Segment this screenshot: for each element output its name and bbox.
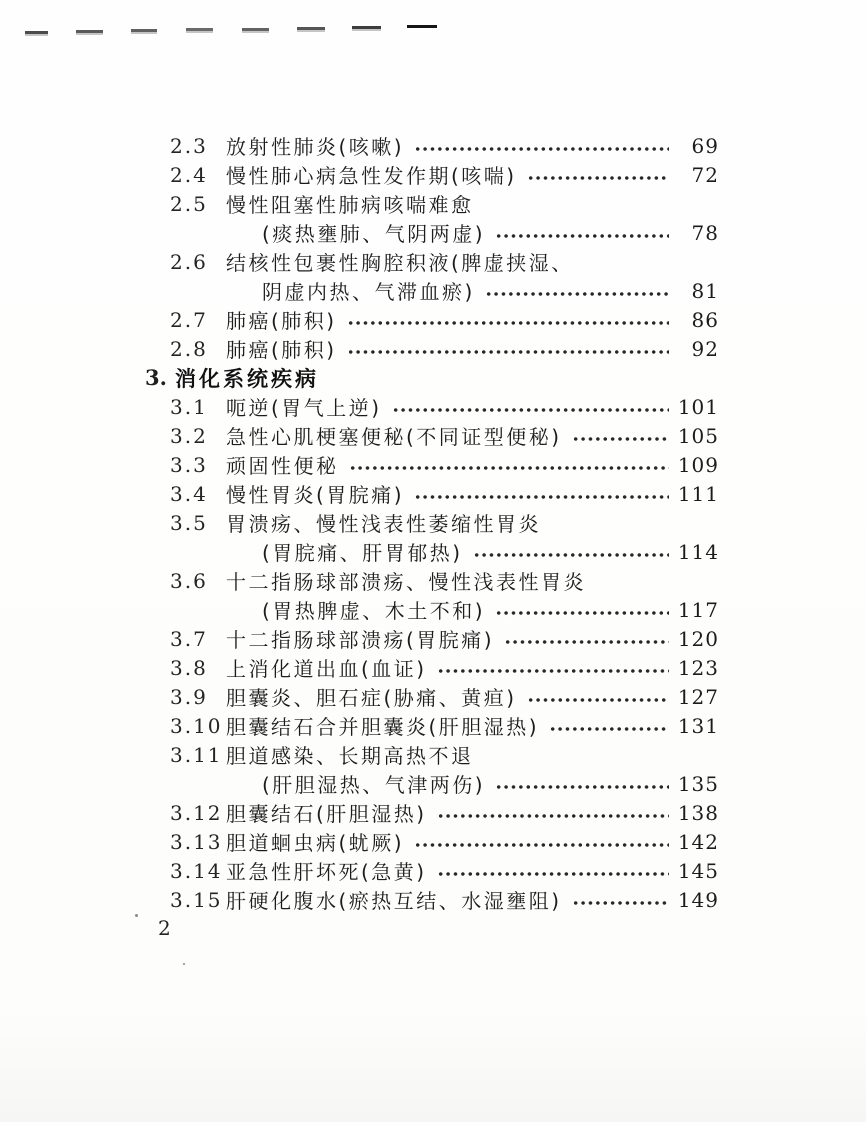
toc-entry-title: (胃脘痛、肝胃郁热) xyxy=(262,541,463,565)
toc-entry xyxy=(145,131,719,160)
dot-leader xyxy=(437,813,669,819)
toc-entry-page: 142 xyxy=(677,829,719,854)
dot-leader xyxy=(392,407,669,413)
toc-entry-number: 3.13 xyxy=(170,829,223,854)
scan-dash xyxy=(131,29,157,32)
toc-entry xyxy=(145,305,719,334)
scan-dash xyxy=(297,27,325,30)
toc-entry-number: 3.1 xyxy=(170,394,208,419)
toc-entry-number: 2.5 xyxy=(170,191,208,216)
toc-entry-page: 69 xyxy=(691,133,719,158)
toc-entry-title: 胆囊结石(肝胆湿热) xyxy=(226,802,427,826)
toc-entry-title: 肺癌(肺积) xyxy=(226,309,337,333)
toc-entry xyxy=(145,421,719,450)
toc-entry-title: 胆囊炎、胆石症(胁痛、黄疸) xyxy=(226,686,517,710)
toc-entry xyxy=(145,682,719,711)
toc-entry xyxy=(145,508,719,537)
toc-entry-number: 2.6 xyxy=(170,249,208,274)
toc-entry-page: 109 xyxy=(677,452,719,477)
toc-entry-title: (肝胆湿热、气津两伤) xyxy=(262,773,486,797)
toc-entry-continuation xyxy=(145,537,719,566)
toc-entry-title: 阴虚内热、气滞血瘀) xyxy=(262,280,475,304)
toc-entry-page: 127 xyxy=(677,684,719,709)
toc-entry-title: (胃热脾虚、木土不和) xyxy=(262,599,486,623)
toc-entry-continuation xyxy=(145,218,719,247)
toc-entry-page: 105 xyxy=(677,423,719,448)
scan-speck xyxy=(183,963,185,965)
toc-entry-title: 慢性阻塞性肺病咳喘难愈 xyxy=(226,193,474,217)
toc-entry-number: 2.4 xyxy=(170,162,208,187)
toc-entry-page: 72 xyxy=(691,162,719,187)
scan-dash xyxy=(352,26,381,29)
toc-entry-number: 3.9 xyxy=(170,684,208,709)
footer-page-number: 2 xyxy=(158,916,171,940)
scan-dash xyxy=(186,28,213,31)
toc-entry-number: 3.10 xyxy=(170,713,223,738)
toc-entry xyxy=(145,247,719,276)
toc-section-title: 消化系统疾病 xyxy=(175,366,319,391)
dot-leader xyxy=(414,842,669,848)
toc-entry-title: 放射性肺炎(咳嗽) xyxy=(226,135,405,159)
toc-entry xyxy=(145,566,719,595)
toc-entry xyxy=(145,189,719,218)
toc-entry-number: 3.2 xyxy=(170,423,208,448)
dot-leader xyxy=(414,146,669,152)
toc-entry-number: 3.5 xyxy=(170,510,208,535)
toc-entry-continuation xyxy=(145,769,719,798)
toc-entry-page: 101 xyxy=(677,394,719,419)
toc-entry-title: 慢性胃炎(胃脘痛) xyxy=(226,483,405,507)
toc-entry-page: 145 xyxy=(677,858,719,883)
toc-section-header xyxy=(145,363,719,392)
toc-entry-page: 131 xyxy=(677,713,719,738)
toc-section-number: 3. xyxy=(145,365,167,390)
toc-entry-title: 胆囊结石合并胆囊炎(肝胆湿热) xyxy=(226,715,540,739)
toc-entry-number: 3.14 xyxy=(170,858,223,883)
toc-entry-number: 2.7 xyxy=(170,307,208,332)
toc-entry xyxy=(145,885,719,914)
toc-entry xyxy=(145,798,719,827)
toc-entry-continuation xyxy=(145,595,719,624)
dot-leader xyxy=(549,726,669,732)
scan-dash xyxy=(242,28,269,31)
toc-entry-number: 3.15 xyxy=(170,887,223,912)
dot-leader xyxy=(349,465,670,471)
toc-entry xyxy=(145,160,719,189)
toc-entry xyxy=(145,827,719,856)
toc-entry-page: 123 xyxy=(677,655,719,680)
toc-entry xyxy=(145,856,719,885)
toc-entry xyxy=(145,624,719,653)
toc-entry-number: 3.8 xyxy=(170,655,208,680)
dot-leader xyxy=(485,291,669,297)
dot-leader xyxy=(504,639,669,645)
toc-entry-title: 顽固性便秘 xyxy=(226,454,339,478)
dot-leader xyxy=(495,784,669,790)
toc-entry-title: 胆道感染、长期高热不退 xyxy=(226,744,474,768)
scan-dash xyxy=(407,25,437,28)
dot-leader xyxy=(495,610,669,616)
toc-entry-title: 亚急性肝坏死(急黄) xyxy=(226,860,427,884)
dot-leader xyxy=(495,233,669,239)
toc-list xyxy=(145,131,719,914)
scan-dash xyxy=(76,30,103,33)
toc-entry-number: 3.11 xyxy=(170,742,223,767)
dot-leader xyxy=(347,349,669,355)
toc-entry-page: 149 xyxy=(677,887,719,912)
toc-entry-number: 3.12 xyxy=(170,800,223,825)
toc-entry xyxy=(145,392,719,421)
dot-leader xyxy=(572,900,669,906)
toc-entry-page: 111 xyxy=(677,481,719,506)
toc-entry-page: 117 xyxy=(677,597,719,622)
dot-leader xyxy=(437,871,669,877)
toc-entry xyxy=(145,479,719,508)
dot-leader xyxy=(527,175,669,181)
dot-leader xyxy=(347,320,669,326)
dot-leader xyxy=(572,436,669,442)
dot-leader xyxy=(437,668,669,674)
toc-entry-number: 3.3 xyxy=(170,452,208,477)
toc-entry-title: 十二指肠球部溃疡(胃脘痛) xyxy=(226,628,495,652)
toc-entry-title: 十二指肠球部溃疡、慢性浅表性胃炎 xyxy=(226,570,586,594)
toc-entry-title: 胃溃疡、慢性浅表性萎缩性胃炎 xyxy=(226,512,541,536)
toc-entry-title: 急性心肌梗塞便秘(不同证型便秘) xyxy=(226,425,562,449)
toc-entry-number: 2.3 xyxy=(170,133,208,158)
toc-entry xyxy=(145,653,719,682)
toc-entry-title: 上消化道出血(血证) xyxy=(226,657,427,681)
toc-entry-number: 2.8 xyxy=(170,336,208,361)
toc-entry-page: 81 xyxy=(691,278,719,303)
toc-entry xyxy=(145,711,719,740)
toc-entry-continuation xyxy=(145,276,719,305)
toc-entry-page: 92 xyxy=(691,336,719,361)
toc-entry-title: 结核性包裹性胸腔积液(脾虚挟湿、 xyxy=(226,251,574,275)
toc-entry-page: 78 xyxy=(691,220,719,245)
toc-entry-page: 86 xyxy=(691,307,719,332)
toc-entry-page: 114 xyxy=(677,539,719,564)
toc-entry-number: 3.4 xyxy=(170,481,208,506)
toc-entry-title: 胆道蛔虫病(蚘厥) xyxy=(226,831,405,855)
toc-entry-title: 肝硬化腹水(瘀热互结、水湿壅阻) xyxy=(226,889,562,913)
toc-entry xyxy=(145,334,719,363)
toc-entry-title: 肺癌(肺积) xyxy=(226,338,337,362)
toc-entry-page: 135 xyxy=(677,771,719,796)
toc-entry-page: 138 xyxy=(677,800,719,825)
toc-entry-title: 呃逆(胃气上逆) xyxy=(226,396,382,420)
toc-entry-title: 慢性肺心病急性发作期(咳喘) xyxy=(226,164,517,188)
toc-entry xyxy=(145,740,719,769)
dot-leader xyxy=(527,697,669,703)
toc-entry-title: (痰热壅肺、气阴两虚) xyxy=(262,222,486,246)
dot-leader xyxy=(473,552,669,558)
toc-entry-page: 120 xyxy=(677,626,719,651)
toc-entry-number: 3.6 xyxy=(170,568,208,593)
toc-entry-number: 3.7 xyxy=(170,626,208,651)
dot-leader xyxy=(414,494,669,500)
scan-dash xyxy=(25,31,48,34)
toc-entry xyxy=(145,450,719,479)
scan-speck xyxy=(135,914,138,917)
